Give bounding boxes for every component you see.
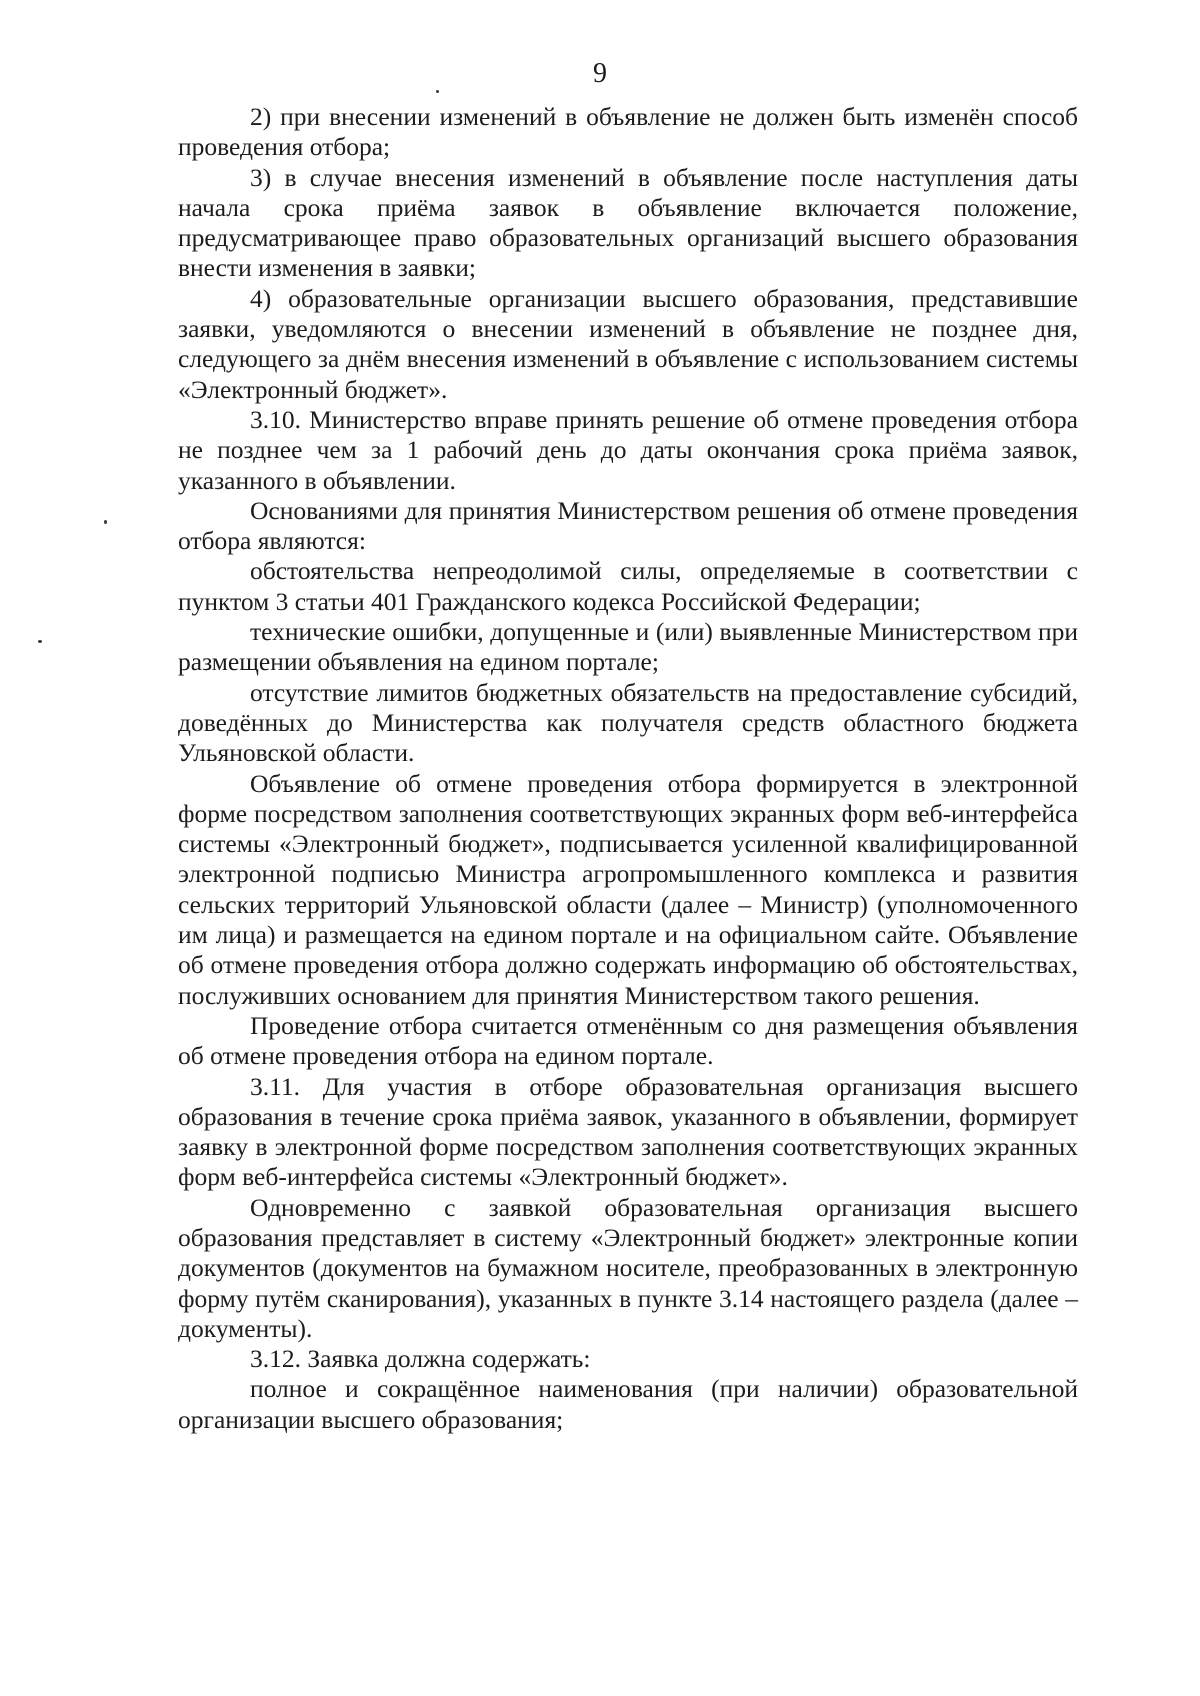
- paragraph: Объявление об отмене проведения отбора формируется в электронной форме посредством заполнения соответствующих экранных форм веб-интерфейса системы «Электронный бюджет», подписывается усиленной квалифицированной электронной подписью Министра агропромышленного комплекса и развития сельских территорий Ульяновской области (далее – Министр) (уполномоченного им лица) и размещается на едином портале и на официальном сайте. Объявление об отмене проведения отбора должно содержать информацию об обстоятельствах, послуживших основанием для принятия Министерством такого решения.: [178, 768, 1078, 1010]
- paragraph: 3) в случае внесения изменений в объявление после наступления даты начала срока приёма заявок в объявление включается положение, предусматривающее право образовательных организаций высшего образования внести изменения в заявки;: [178, 162, 1078, 283]
- paragraph: 3.10. Министерство вправе принять решение об отмене проведения отбора не позднее чем за 1 рабочий день до даты окончания срока приёма заявок, указанного в объявлении.: [178, 404, 1078, 495]
- paragraph: 3.11. Для участия в отборе образовательная организация высшего образования в течение срока приёма заявок, указанного в объявлении, формирует заявку в электронной форме посредством заполнения соответствующих экранных форм веб-интерфейса системы «Электронный бюджет».: [178, 1071, 1078, 1192]
- paragraph: Одновременно с заявкой образовательная организация высшего образования представляет в систему «Электронный бюджет» электронные копии документов (документов на бумажном носителе, преобразованных в электронную форму путём сканирования), указанных в пункте 3.14 настоящего раздела (далее – документы).: [178, 1192, 1078, 1343]
- paragraph: технические ошибки, допущенные и (или) выявленные Министерством при размещении объявления на едином портале;: [178, 617, 1078, 677]
- paragraph: полное и сокращённое наименования (при наличии) образовательной организации высшего образования;: [178, 1374, 1078, 1434]
- scan-speck: [436, 90, 439, 93]
- scan-speck: [104, 520, 107, 524]
- paragraph: Проведение отбора считается отменённым со дня размещения объявления об отмене проведения отбора на едином портале.: [178, 1010, 1078, 1071]
- paragraph: 3.12. Заявка должна содержать:: [250, 1344, 591, 1374]
- document-body: [178, 102, 1078, 1435]
- page-number: 9: [593, 58, 607, 89]
- paragraph: 2) при внесении изменений в объявление не должен быть изменён способ проведения отбора;: [178, 102, 1078, 162]
- paragraph: обстоятельства непреодолимой силы, определяемые в соответствии с пунктом 3 статьи 401 Гражданского кодекса Российской Федерации;: [178, 556, 1078, 616]
- paragraph: отсутствие лимитов бюджетных обязательств на предоставление субсидий, доведённых до Министерства как получателя средств областного бюджета Ульяновской области.: [178, 677, 1078, 768]
- paragraph: 4) образовательные организации высшего образования, представившие заявки, уведомляются о внесении изменений в объявление не позднее дня, следующего за днём внесения изменений в объявление с использованием системы «Электронный бюджет».: [178, 283, 1078, 404]
- paragraph: Основаниями для принятия Министерством решения об отмене проведения отбора являются:: [178, 495, 1078, 556]
- scan-speck: [38, 640, 42, 643]
